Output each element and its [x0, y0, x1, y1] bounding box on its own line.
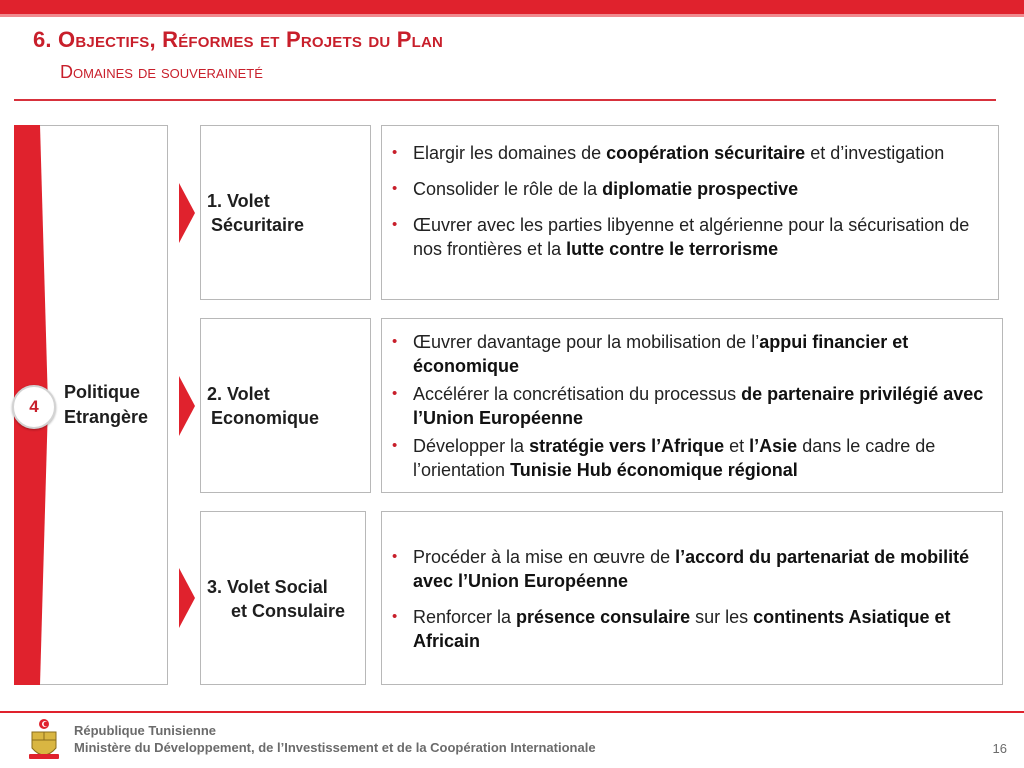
bullet-emphasis: l’Asie	[749, 436, 798, 456]
page-number: 16	[992, 741, 1007, 756]
footer-divider	[0, 711, 1024, 713]
bullet-text: sur les	[690, 607, 754, 627]
bullet-item	[392, 213, 988, 261]
bullet-item	[392, 330, 998, 378]
bullet-emphasis: présence consulaire	[516, 607, 691, 627]
title-divider	[14, 99, 996, 101]
bullet-text: et	[724, 436, 750, 456]
bullet-list-economique	[392, 330, 998, 482]
arrow-right-icon	[179, 183, 195, 243]
bullet-text: et d’investigation	[805, 143, 945, 163]
bullet-emphasis: stratégie vers l’Afrique	[529, 436, 725, 456]
bullet-text: Accélérer la concrétisation du processus	[413, 384, 742, 404]
top-accent-line	[0, 14, 1024, 17]
section-name	[64, 380, 168, 430]
volet-label-line2: Sécuritaire	[211, 215, 305, 235]
bullet-text: Elargir les domaines de	[413, 143, 607, 163]
bullet-text: Œuvrer davantage pour la mobilisation de l’	[413, 332, 760, 352]
volet-label-social-consulaire	[207, 575, 345, 623]
volet-label-line2: et Consulaire	[231, 601, 346, 621]
bullet-text: Œuvrer avec les parties libyenne et algérienne pour la sécurisation de nos frontières et la	[413, 215, 970, 259]
arrow-right-icon	[179, 376, 195, 436]
bullet-list-social-consulaire	[392, 545, 998, 653]
volet-label-economique	[207, 382, 319, 430]
bullet-emphasis: Tunisie Hub économique régional	[510, 460, 798, 480]
bullet-item	[392, 177, 988, 201]
volet-label-line1: 2. Volet	[207, 384, 270, 404]
footer-ministry: Ministère du Développement, de l’Investissement et de la Coopération Internationale	[74, 740, 596, 755]
bullet-emphasis: coopération sécuritaire	[606, 143, 806, 163]
bullet-emphasis: lutte contre le terrorisme	[566, 239, 779, 259]
bullet-text: Procéder à la mise en œuvre de	[413, 547, 676, 567]
bullet-item	[392, 545, 998, 593]
footer-country: République Tunisienne	[74, 723, 217, 738]
volet-label-line1: 1. Volet	[207, 191, 270, 211]
slide-title: 6. Objectifs, Réformes et Projets du Plan	[33, 27, 444, 52]
top-red-bar	[0, 0, 1024, 14]
bullet-item	[392, 605, 998, 653]
volet-label-line1: 3. Volet Social	[207, 577, 328, 597]
volet-label-line2: Economique	[211, 408, 320, 428]
bullet-emphasis: appui financier et économique	[413, 332, 909, 376]
section-name-line1: Politique	[64, 382, 140, 402]
bullet-text: Renforcer la	[413, 607, 517, 627]
bullet-item	[392, 382, 998, 430]
bullet-emphasis: continents Asiatique et Africain	[413, 607, 951, 651]
section-name-line2: Etrangère	[64, 407, 149, 427]
bullet-emphasis: l’accord du partenariat de mobilité avec l’Union Européenne	[413, 547, 970, 591]
slide-subtitle: Domaines de souveraineté	[60, 62, 263, 82]
bullet-item	[392, 434, 998, 482]
bullet-text: dans le cadre de l’orientation	[413, 436, 936, 480]
coat-of-arms-icon	[26, 718, 62, 762]
bullet-text: Développer la	[413, 436, 530, 456]
bullet-emphasis: de partenaire privilégié avec l’Union Européenne	[413, 384, 984, 428]
bullet-emphasis: diplomatie prospective	[602, 179, 799, 199]
volet-label-securitaire	[207, 189, 304, 237]
bullet-text: Consolider le rôle de la	[413, 179, 603, 199]
arrow-right-icon	[179, 568, 195, 628]
bullet-item	[392, 141, 988, 165]
section-number-badge: 4	[12, 385, 56, 429]
bullet-list-securitaire	[392, 141, 988, 261]
